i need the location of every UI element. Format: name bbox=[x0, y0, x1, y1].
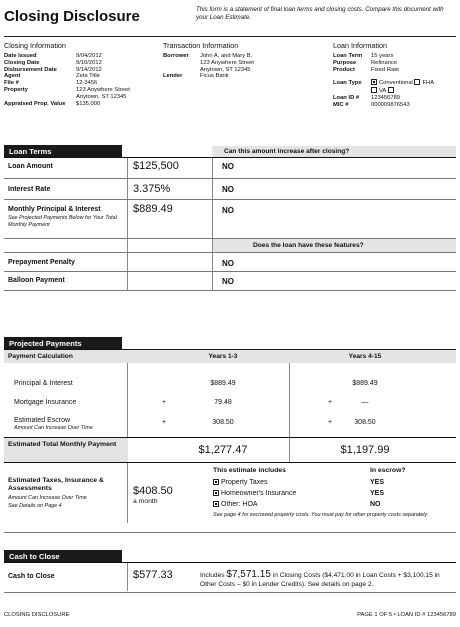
transaction-info-block bbox=[163, 53, 323, 80]
loan-term-key: Loan Term bbox=[333, 53, 363, 59]
cash-bottom-line bbox=[4, 592, 456, 593]
row-line bbox=[4, 199, 456, 200]
loan-id-key: Loan ID # bbox=[333, 94, 360, 101]
projected-payments-tab: Projected Payments bbox=[4, 337, 122, 349]
loan-id-value: 123456789 bbox=[371, 94, 401, 101]
pi-label: Principal & Interest bbox=[14, 380, 73, 387]
taxes-note: See page 4 for escrowed property costs. You must pay for other property costs separately. bbox=[213, 512, 429, 518]
interest-rate-label: Interest Rate bbox=[8, 186, 51, 193]
cash-includes-text bbox=[200, 571, 454, 589]
loan-amount-label: Loan Amount bbox=[8, 163, 53, 170]
homeowners-insurance-item bbox=[213, 490, 296, 497]
monthly-pi-sub: See Projected Payments Below for Your Total Monthly Payment bbox=[8, 215, 117, 228]
header-rule bbox=[4, 36, 456, 37]
other-hoa-label: Other: HOA bbox=[221, 501, 258, 508]
va-checkbox[interactable] bbox=[371, 87, 377, 93]
closing-info-key: Agent bbox=[4, 73, 21, 80]
total-rule-top bbox=[4, 437, 456, 438]
loan-info-block bbox=[333, 53, 458, 109]
lender-key: Lender bbox=[163, 73, 183, 80]
escrow-plus-2: + bbox=[328, 419, 333, 426]
loan-terms-rule bbox=[4, 157, 456, 158]
closing-info-heading: Closing Information bbox=[4, 41, 66, 50]
closing-info-row bbox=[4, 60, 154, 67]
property-taxes-escrow: YES bbox=[370, 479, 385, 486]
closing-info-value: 123 Anywhere Street bbox=[76, 86, 130, 93]
in-escrow-heading: In escrow? bbox=[370, 467, 406, 474]
interest-rate-value: 3.375% bbox=[133, 183, 171, 195]
closing-info-row bbox=[4, 53, 154, 60]
monthly-pi-label: Monthly Principal & Interest bbox=[8, 206, 101, 213]
mi-label: Mortgage Insurance bbox=[14, 399, 77, 406]
mi-plus-1: + bbox=[162, 399, 167, 406]
mi-years-1-3: 79.48 bbox=[214, 399, 232, 406]
other-hoa-checkbox[interactable] bbox=[213, 501, 219, 507]
projected-divider-2 bbox=[289, 363, 290, 463]
payment-calc-label: Payment Calculation bbox=[8, 353, 73, 360]
escrow-label: Estimated Escrow bbox=[14, 417, 71, 424]
escrow-years-4-15: 308.50 bbox=[354, 419, 376, 426]
cash-divider bbox=[127, 563, 128, 591]
header-note: This form is a statement of final loan terms and closing costs. Compare this document with your Loan Estimate. bbox=[196, 6, 444, 21]
cash-includes-prefix: Includes bbox=[200, 572, 225, 579]
pi-years-4-15: $889.49 bbox=[352, 380, 378, 387]
loan-term-value: 15 years bbox=[371, 53, 394, 59]
cash-includes-rest: in Closing Costs ($4,471.00 in Loan Costs + $3,100.15 in Other Costs – $0 in Lender Credits). See details on page 2. bbox=[200, 572, 440, 588]
mic-key: MIC # bbox=[333, 101, 349, 108]
taxes-sub-1: Amount Can Increase Over Time bbox=[8, 495, 87, 501]
taxes-sub-2: See Details on Page 4 bbox=[8, 503, 62, 509]
closing-info-value: 9/04/2012 bbox=[76, 53, 102, 59]
purpose-key: Purpose bbox=[333, 59, 357, 66]
closing-info-value: 9/10/2012 bbox=[76, 59, 102, 66]
taxes-label: Estimated Taxes, Insurance & Assessments bbox=[8, 477, 104, 492]
other-checkbox[interactable] bbox=[388, 87, 394, 93]
interest-rate-answer: NO bbox=[222, 185, 234, 194]
borrower-line-1: John A. and Mary B. bbox=[200, 53, 253, 59]
years-1-3-header: Years 1-3 bbox=[208, 353, 238, 360]
closing-info-value: Zeta Title bbox=[76, 73, 100, 80]
other-hoa-escrow: NO bbox=[370, 501, 381, 508]
monthly-pi-value: $889.49 bbox=[133, 203, 173, 215]
total-rule-bottom bbox=[4, 462, 456, 463]
homeowners-insurance-label: Homeowner's Insurance bbox=[221, 490, 297, 497]
closing-info-value: $135,000 bbox=[76, 100, 101, 107]
closing-info-row bbox=[4, 73, 154, 80]
total-monthly-label: Estimated Total Monthly Payment bbox=[4, 438, 128, 462]
closing-info-value: Anytown, ST 12345 bbox=[76, 93, 127, 100]
mic-value: 000009876543 bbox=[371, 101, 410, 108]
page-title: Closing Disclosure bbox=[4, 8, 140, 25]
closing-info-block bbox=[4, 53, 154, 107]
borrower-key: Borrower bbox=[163, 53, 189, 59]
closing-info-key: Property bbox=[4, 86, 28, 93]
prepayment-penalty-label: Prepayment Penalty bbox=[8, 259, 75, 266]
fha-label: FHA bbox=[422, 80, 435, 87]
footer-left: CLOSING DISCLOSURE bbox=[4, 612, 70, 618]
closing-info-value: 12-3456 bbox=[76, 80, 98, 87]
fha-checkbox[interactable] bbox=[414, 79, 420, 85]
monthly-pi-answer: NO bbox=[222, 206, 234, 215]
loan-amount-answer: NO bbox=[222, 162, 234, 171]
mi-years-4-15: — bbox=[361, 399, 369, 406]
closing-info-row bbox=[4, 67, 154, 74]
prepayment-penalty-answer: NO bbox=[222, 259, 234, 268]
property-taxes-checkbox[interactable] bbox=[213, 479, 219, 485]
closing-info-row bbox=[4, 80, 154, 87]
loan-terms-tab: Loan Terms bbox=[4, 145, 122, 157]
balloon-payment-label: Balloon Payment bbox=[8, 277, 65, 284]
transaction-info-heading: Transaction Information bbox=[163, 41, 239, 50]
closing-info-row bbox=[4, 87, 154, 94]
years-4-15-header: Years 4-15 bbox=[348, 353, 382, 360]
taxes-period: a month bbox=[133, 498, 158, 505]
cash-includes-amount: $7,571.15 bbox=[226, 569, 271, 580]
conventional-checkbox[interactable] bbox=[371, 79, 377, 85]
borrower-line-3: Anytown, ST 12345 bbox=[200, 66, 251, 73]
mi-plus-2: + bbox=[328, 399, 333, 406]
projected-bottom-line bbox=[4, 532, 456, 533]
product-value: Fixed Rate bbox=[371, 66, 400, 73]
product-key: Product bbox=[333, 66, 355, 73]
other-hoa-item bbox=[213, 501, 258, 508]
features-question-header: Does the loan have these features? bbox=[213, 239, 456, 252]
cash-to-close-value: $577.33 bbox=[133, 569, 173, 581]
pi-years-1-3: $889.49 bbox=[210, 380, 236, 387]
closing-info-key: Closing Date bbox=[4, 59, 40, 66]
escrow-plus-1: + bbox=[162, 419, 167, 426]
closing-info-key: Disbursement Date bbox=[4, 66, 57, 73]
property-taxes-label: Property Taxes bbox=[221, 479, 268, 486]
property-taxes-item bbox=[213, 479, 268, 486]
lender-value: Ficus Bank bbox=[200, 73, 229, 80]
row-line bbox=[4, 178, 456, 179]
cash-to-close-tab: Cash to Close bbox=[4, 550, 122, 562]
cash-rule bbox=[4, 562, 456, 563]
cash-to-close-label: Cash to Close bbox=[8, 573, 55, 580]
escrow-sub: Amount Can Increase Over Time bbox=[14, 425, 93, 431]
footer-right: PAGE 1 OF 5 • LOAN ID # 123456789 bbox=[357, 612, 456, 618]
total-years-1-3: $1,277.47 bbox=[198, 444, 248, 456]
loan-info-heading: Loan Information bbox=[333, 41, 387, 50]
taxes-value: $408.50 bbox=[133, 485, 173, 497]
closing-info-row bbox=[4, 101, 154, 108]
total-years-4-15: $1,197.99 bbox=[340, 444, 390, 456]
row-line bbox=[4, 271, 456, 272]
homeowners-insurance-escrow: YES bbox=[370, 490, 385, 497]
purpose-value: Refinance bbox=[371, 59, 398, 66]
homeowners-insurance-checkbox[interactable] bbox=[213, 490, 219, 496]
balloon-payment-answer: NO bbox=[222, 277, 234, 286]
includes-heading: This estimate includes bbox=[213, 467, 286, 474]
row-line bbox=[4, 290, 456, 291]
loan-amount-value: $125,500 bbox=[133, 160, 179, 172]
escrow-years-1-3: 308.50 bbox=[212, 419, 234, 426]
closing-info-key: File # bbox=[4, 80, 19, 87]
row-line bbox=[4, 252, 456, 253]
conventional-label: Conventional bbox=[379, 80, 413, 87]
loan-type-key: Loan Type bbox=[333, 80, 362, 87]
closing-info-key: Date Issued bbox=[4, 53, 37, 59]
closing-info-row bbox=[4, 94, 154, 101]
va-label: VA bbox=[379, 88, 386, 95]
loan-terms-question-header: Can this amount increase after closing? bbox=[212, 146, 456, 157]
borrower-line-2: 123 Anywhere Street bbox=[200, 59, 254, 66]
closing-info-value: 9/14/2012 bbox=[76, 66, 102, 73]
closing-info-key: Appraised Prop. Value bbox=[4, 100, 66, 107]
